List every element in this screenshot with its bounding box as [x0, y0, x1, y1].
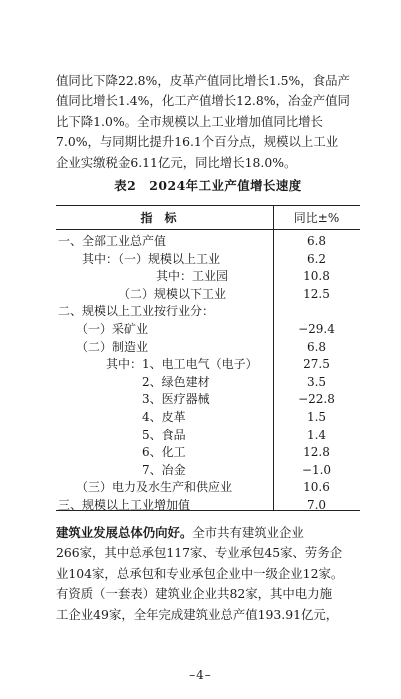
table-row — [56, 303, 360, 321]
text-line: 7.0%，与同期比提升16.1个百分点，规模以上工业 — [56, 134, 339, 150]
row-label: （二）制造业 — [76, 339, 149, 354]
row-label: 三、规模以上工业增加值 — [58, 497, 191, 512]
row-value: 6.2 — [306, 251, 327, 266]
text-line: 值同比下降22.8%，皮革产值同比增长1.5%，食品产 — [56, 73, 350, 88]
row-value: 6.8 — [306, 234, 327, 248]
row-value: 10.8 — [303, 269, 330, 284]
table-row — [56, 356, 360, 374]
row-label: （一）采矿业 — [76, 321, 149, 336]
table-row — [56, 409, 360, 427]
table-body — [56, 233, 360, 515]
row-value: 1.4 — [306, 427, 327, 442]
row-value: 12.5 — [303, 286, 330, 301]
text-line: 比下降1.0%。全市规模以上工业增加值同比增长 — [56, 113, 323, 129]
text-line: 企业实缴税金6.11亿元，同比增长18.0%。 — [56, 154, 297, 170]
text-line: 值同比增长1.4%，化工产值增长12.8%，冶金产值同 — [56, 93, 350, 109]
page-number: –4– — [189, 668, 212, 682]
table-row — [56, 427, 360, 445]
table-row — [56, 339, 360, 357]
row-value: 7.0 — [306, 497, 327, 512]
row-value: −22.8 — [298, 392, 335, 407]
intro-paragraph — [56, 71, 360, 173]
table-row — [56, 374, 360, 392]
table-row — [56, 479, 360, 497]
row-label: 其中：1、电工电气（电子） — [106, 357, 258, 372]
row-label: 5、食品 — [142, 427, 186, 442]
table-row — [56, 286, 360, 304]
construction-paragraph — [56, 523, 360, 625]
section-lead: 建筑业发展总体仍向好。 — [56, 525, 193, 540]
table-row — [56, 497, 360, 515]
table-row — [56, 251, 360, 269]
row-label: 二、规模以上工业按行业分： — [58, 304, 215, 319]
row-value: 1.5 — [306, 409, 327, 424]
header-yoy: 同比±% — [293, 211, 340, 225]
text-line: 工企业49家，全年完成建筑业总产值193.91亿元， — [56, 606, 339, 622]
row-label: 7、冶金 — [142, 462, 186, 477]
row-label: （三）电力及水生产和供应业 — [76, 480, 233, 495]
table-row — [56, 233, 360, 251]
table-row — [56, 268, 360, 286]
row-value: −29.4 — [298, 321, 335, 336]
row-value: 3.5 — [306, 374, 327, 389]
text-line: 有资质（一套表）建筑业企业共82家，其中电力施 — [56, 586, 332, 602]
row-value: 27.5 — [303, 357, 330, 372]
table-top-rule — [56, 205, 360, 206]
table-row — [56, 462, 360, 480]
text-fragment: 全市共有建筑业企业 — [192, 525, 304, 540]
row-value: 6.8 — [306, 339, 327, 354]
header-indicator: 指标 — [140, 211, 189, 225]
row-value: 12.8 — [303, 445, 330, 460]
table-header-rule — [56, 229, 360, 230]
row-label: 3、医疗器械 — [142, 392, 210, 407]
row-label: 一、全部工业总产值 — [58, 234, 167, 248]
row-value: 10.6 — [303, 480, 330, 495]
row-label: （二）规模以下工业 — [118, 286, 227, 301]
row-label: 2、绿色建材 — [142, 374, 210, 389]
text-line: 业104家，总承包和专业承包企业中一级企业12家。 — [56, 565, 344, 581]
table-title: 表2 2024年工业产值增长速度 — [114, 178, 302, 193]
text-line — [56, 523, 360, 543]
row-label: 其中：工业园 — [156, 269, 229, 284]
row-label: 6、化工 — [142, 445, 186, 460]
row-label: 其中：（一）规模以上工业 — [82, 251, 221, 266]
text-line: 266家，其中总承包117家、专业承包45家、劳务企 — [56, 545, 343, 561]
table-row — [56, 391, 360, 409]
row-value: −1.0 — [301, 462, 332, 477]
table-row — [56, 444, 360, 462]
row-label: 4、皮革 — [142, 409, 186, 424]
table-row — [56, 321, 360, 339]
